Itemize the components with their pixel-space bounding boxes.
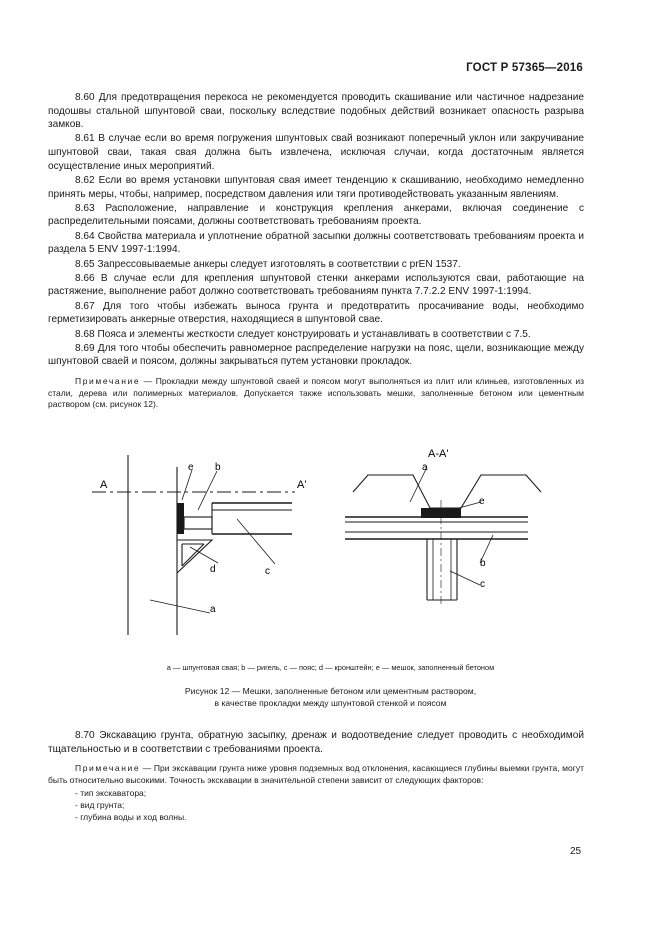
note-text: — Прокладки между шпунтовой сваей и поясом могут выполняться из плит или клиньев, изготовленных из стали, дерева или полимерных материалов. Допускается также использовать мешки, заполненные бетоном или цементным раствором (см. рисунок 12). — [48, 376, 584, 410]
paragraph-8-66: 8.66 В случае если для крепления шпунтовой стенки анкерами используются сваи, работающие на растяжение, выполнение работ должно соответствовать требованиям пункта 7.7.2.2 ENV 1997-1:1994. — [48, 272, 584, 298]
page-number: 25 — [570, 846, 582, 857]
label-d-left: d — [210, 564, 216, 575]
paragraph-8-61: 8.61 В случае если во время погружения шпунтовых свай возникают поперечный уклон или закручивание шпунтовой сваи, такая свая должна быть извлечена, исключая случаи, когда достаточным является осуществление иных мероприятий. — [48, 133, 584, 172]
note-2-label: Примечание — [75, 763, 141, 774]
label-c-right: c — [480, 579, 485, 590]
leader-c-left — [237, 519, 275, 564]
caption-line-2: в качестве прокладки между шпунтовой стенкой и поясом — [214, 697, 447, 708]
label-c-left: c — [265, 566, 270, 577]
leader-b-left — [198, 471, 217, 510]
list-item: - тип экскаватора; — [75, 787, 147, 798]
concrete-bag-right — [421, 508, 461, 518]
tie-beam — [184, 517, 212, 529]
list-item: - вид грунта; — [75, 799, 125, 810]
note-label: Примечание — [75, 376, 141, 387]
paragraph-8-65: 8.65 Запрессовываемые анкеры следует изготовлять в соответствии с prEN 1537. — [75, 258, 461, 270]
note-2-body: — При экскавации грунта ниже уровня подземных вод отклонения, касающиеся глубины выемки грунта, могут быть относительно высокими. Точность экскавации в значительной степени зависит от следующих факторов: — [48, 763, 584, 786]
leader-c-right — [450, 571, 480, 585]
label-a-right: a — [422, 462, 428, 473]
leader-e-right — [455, 502, 481, 509]
label-a-left: a — [210, 604, 216, 615]
label-e-left: e — [188, 462, 194, 473]
sheet-pile-profile — [353, 475, 541, 508]
paragraph-8-67: 8.67 Для того чтобы избежать выноса грунта и предотвратить просачивание воды, необходимо герметизировать анкерные отверстия, находящиеся в шпунтовой свае. — [48, 300, 584, 326]
leader-d-left — [190, 547, 218, 563]
figure-12 — [70, 445, 570, 635]
paragraph-8-63: 8.63 Расположение, направление и конструкция крепления анкерами, включая соединение с распределительными поясами, должны соответствовать требованиям проекта. — [48, 202, 584, 228]
label-b-right: b — [480, 558, 486, 569]
concrete-bag-left — [177, 503, 184, 534]
body-text-lower — [48, 729, 584, 823]
document-header: ГОСТ Р 57365—2016 — [466, 62, 583, 74]
paragraph-8-64: 8.64 Свойства материала и уплотнение обратной засыпки должны соответствовать требованиям проекта и раздела 5 ENV 1997-1:1994. — [48, 230, 584, 256]
list-item: - глубина воды и ход волны. — [75, 812, 187, 822]
bracket-inner-diagonal — [182, 544, 204, 566]
caption-line-1: Рисунок 12 — Мешки, заполненные бетоном или цементным раствором, — [184, 686, 477, 696]
label-b-left: b — [215, 462, 221, 473]
note-2 — [48, 762, 584, 823]
section-label: А-А' — [428, 448, 449, 460]
leader-a-left — [150, 600, 210, 613]
label-a-prime: А' — [297, 479, 307, 491]
body-text — [48, 91, 584, 419]
paragraph-8-62: 8.62 Если во время установки шпунтовая свая имеет тенденцию к скашиванию, необходимо немедленно принять меры, чтобы, например, посредством давления или тяги противодействовать указанным явлениям. — [48, 174, 584, 200]
figure-legend: а — шпунтовая свая; b — ригель, с — пояс; d — кронштейн; е — мешок, заполненный бетоном — [166, 663, 495, 672]
paragraph-8-60: 8.60 Для предотвращения перекоса не рекомендуется проводить скашивание или частичное надрезание подошвы стальной шпунтовой сваи, поскольку вследствие подобных действий возникает опасность разрыва замков. — [48, 92, 584, 131]
paragraph-8-68: 8.68 Пояса и элементы жесткости следует конструировать и устанавливать в соответствии с 7.5. — [75, 328, 531, 340]
figure-caption — [0, 686, 661, 710]
note-2-text — [48, 762, 584, 786]
leader-e-left — [182, 470, 192, 500]
paragraph-8-70: 8.70 Экскавацию грунта, обратную засыпку, дренаж и водоотведение следует проводить с необходимой тщательностью и в соответствии с требованиями проекта. — [48, 730, 584, 755]
label-a: А — [100, 479, 108, 491]
figure-12-drawing — [70, 445, 570, 635]
paragraph-8-69: 8.69 Для того чтобы обеспечить равномерное распределение нагрузки на пояс, щели, возникающие между шпунтовой сваей и поясом, должны закрываться путем установки прокладок. — [48, 342, 584, 368]
note-1 — [48, 376, 584, 411]
label-e-right: e — [479, 496, 485, 507]
